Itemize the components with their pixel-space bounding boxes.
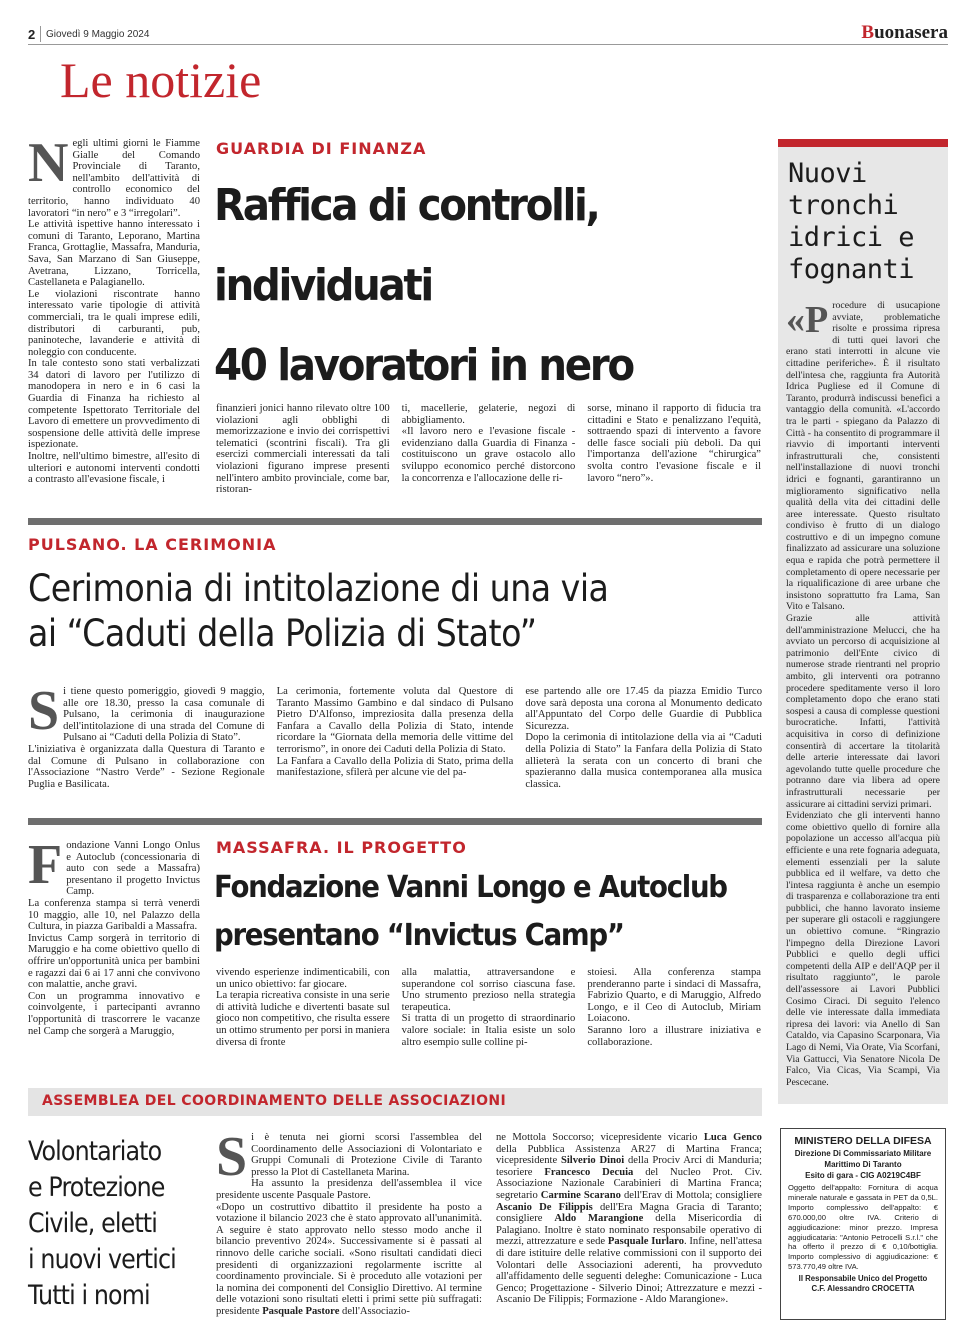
sidebar-title-line: Nuovi (788, 158, 867, 189)
header-rule (28, 44, 948, 45)
text: . Infine, nell'attesa di dare istituire delle relative commissioni con il supporto dei Volontari delle Associazioni aderenti, ha provveduto all'affidamento delle seguenti deleghe: Comunicazione - Luca Genco; Progettazione - Silverio Dinoi; Attrezzature e mezzi - Ascanio De Filippis; Formazione - Aldo Marangione». (496, 1236, 762, 1306)
article1-p1: Le attività ispettive hanno interessato i comuni di Taranto, Leporano, Martina Franca, Grottaglie, Massafra, Manduria, Sava, San Marzano di San Giuseppe, Avetrana, Lizzano, Torricella, Castellaneta e Palagianello. (28, 219, 200, 289)
text: della Prociv Arci di Manduria; tesoriere (496, 1155, 762, 1178)
notice-body: Oggetto dell'appalto: Fornitura di acqua minerale naturale e gassata in PET da 0,5L. Importo complessivo dell'appalto: € 670.000,00 oltre IVA. Criterio di aggiudicazione: minor prezzo. Impresa aggiudicataria: "Antonio Petrocelli S.r.l." che ha offerto il prezzo di € 0,10/bottiglia. Importo complessivo di aggiudicazione: € 573.770,49 oltre IVA. (788, 1183, 938, 1272)
article4-col2 (496, 1132, 762, 1306)
article3-kicker: MASSAFRA. IL PROGETTO (216, 838, 467, 857)
headline-line: Tutti i nomi (28, 1280, 150, 1311)
header-divider (40, 26, 41, 42)
article1-lead: egli ultimi giorni le Fiamme Gialle del Comando Provinciale di Taranto, nell'ambito dell'attività di controllo economico del territorio, hanno individuato 40 lavoratori “in nero” e 3 “irregolari”. (28, 138, 200, 219)
sidebar-title (788, 158, 948, 286)
article1-col3: ti, macellerie, gelaterie, negozi di abbigliamento. «Il lavoro nero e l'evasione fiscale - evidenziano dalla Guardia di Finanza - costituiscono un grave ostacolo allo sviluppo economico perché distorcono la concorrenza e l'allocazione delle ri- (401, 403, 576, 484)
notice-sign2: C.F. Alessandro CROCETTA (811, 1284, 915, 1294)
article3-p2: Invictus Camp sorgerà in territorio di Maruggio e ha come obiettivo quello di offrire un'opportunità unica per bambini e ragazzi dai 6 ai 17 anni che convivono con malattie, anche gravi. (28, 932, 200, 991)
notice-sign1: Il Responsabile Unico del Progetto (798, 1274, 928, 1284)
page-header (28, 24, 948, 44)
sidebar-title-line: idrici e (788, 222, 915, 253)
headline-line: Volontariato (28, 1136, 162, 1167)
person-name: Silverio Dinoi (560, 1155, 625, 1167)
sidebar-title-line: fognanti (788, 254, 915, 285)
article2-headline (28, 566, 712, 656)
article3-col4: stoiesi. Alla conferenza stampa prenderanno parte i sindaci di Massafra, Fabrizio Quarto, e di Maruggio, Alfredo Longo, e il Ceo di Autoclub, Miriam Loiacono. Saranno loro a illustrare iniziativa e collaborazione. (587, 967, 762, 1048)
headline-line: Raffica di controlli, (214, 180, 599, 231)
sidebar-text-b: Grazie alle attività dell'amministrazione Melucci, che ha avviato un percorso di acquisizione al patrimonio dell'Ente civico di numerose strade rientranti nel proprio ambito, gli interventi ora potranno procedere speditamente verso il loro completamento dopo che erano stati sospesi a causa di complesse questioni burocratiche. Infatti, l'attività acquisitiva in corso di definizione consentirà di accertare la titolarità delle arterie interessate dai lavori agevolando tutte quelle procedure che potranno dare via libera ad opere infrastrutturali necessarie per assicurare ai cittadini servizi primari. (786, 613, 940, 810)
article2-col3: ese partendo alle ore 17.45 da piazza Emidio Turco dove sarà deposta una corona al Monumento dedicato all'Appuntato del Corpo delle Guardie di Pubblica Sicurezza. Dopo la cerimonia di intitolazione della via ai “Caduti della Polizia di Stato” la Fanfara della Polizia di Stato allieterà la serata con un concerto di brani che spazieranno dalla musica contemporanea alla musica classica. (525, 686, 763, 790)
article3-p1: La conferenza stampa si terrà venerdì 10 maggio, alle 10, nel Palazzo della Cultura, in piazza Garibaldi a Massafra. (28, 897, 200, 933)
text: della Pubblica Assistenza AR27 di Martina Franca; vicepresidente (496, 1143, 762, 1167)
section-rule (28, 518, 762, 525)
article4-col1-b: Ha assunto la presidenza dell'assemblea il vice presidente uscente Pasquale Pastore. «Dopo un costruttivo dibattito il presidente ha posto a votazione il bilancio 2023 che è stato approvato all'unanimità. A seguire è stato approvato nello stesso modo anche il bilancio preventivo 2024». Successivamente si è passati al rinnovo delle cariche sociali. «Sono risultati candidati dieci presidenti di organizzazioni regolarmente iscritte al coordinamento provinciale. Si è proceduto alle votazioni per la nomina dei componenti del Consiglio Direttivo. Al termine delle votazioni sono risultati eletti i primi sette più suffragati: presidente (216, 1178, 482, 1317)
person-name: Luca Genco (703, 1132, 762, 1143)
drop-cap: S (216, 1126, 248, 1188)
headline-line: Fondazione Vanni Longo e Autoclub (214, 870, 727, 905)
headline-line: e Protezione (28, 1172, 165, 1203)
article1-headline (214, 166, 720, 406)
article2-col1-text: i tiene questo pomeriggio, giovedì 9 maggio, alle ore 18.30, presso la casa comunale di Pulsano, la cerimonia di inaugurazione dell'intitolazione di una strada del Comune di Pulsano ai “Caduti della Polizia di Stato”. L'iniziativa è organizzata dalla Questura di Taranto e dal Comune di Pulsano in collaborazione con l'Associazione “Nastro Verde” - Sezione Regionale Puglia e Basilicata. (28, 686, 265, 790)
text: ne Mottola Soccorso; vicepresidente vicario (496, 1132, 704, 1143)
article1-p4: Inoltre, nell'ultimo bimestre, all'esito di ulteriori e autonomi interventi condotti a contrasto all'evasione fiscale, i (28, 451, 200, 486)
article2-columns (28, 680, 763, 790)
article2-col2: La cerimonia, fortemente voluta dal Questore di Taranto Massimo Gambino e dal sindaco di Pulsano Pietro D'Alfonso, impreziosita dalla presenza della Fanfara a Cavallo della Polizia di Stato, intende ricordare la “Giornata della memoria delle vittime del terrorismo”, in onore dei Caduti della Polizia di Stato. La Fanfara a Cavallo della Polizia di Stato, prima della manifestazione, sfilerà per alcune vie del pa- (276, 686, 514, 779)
article1-p2: Le violazioni riscontrate hanno interessato varie tipologie di attività commerciali, tra le quali imprese edili, distributori di carburanti, pub, paninoteche, lavanderie e attività di noleggio con conducente. (28, 288, 200, 358)
person-name: Francesco Decuia (544, 1166, 634, 1178)
article3-headline (214, 864, 729, 960)
text: della Misericordia di Palagiano. Inoltre è stato nominato responsabile operativo di mezzi, attrezzature e sede (496, 1213, 762, 1248)
article4-col1 (216, 1126, 482, 1318)
article4-kicker: ASSEMBLEA DEL COORDINAMENTO DELLE ASSOCIAZIONI (42, 1093, 507, 1109)
brand-initial: B (861, 22, 875, 43)
headline-line: Cerimonia di intitolazione di una via (28, 567, 609, 610)
sidebar-text-c: Evidenziato che gli interventi hanno come obiettivo quello di fornire alla popolazione un accesso all'acqua più efficiente e una rete fognaria adeguata, elementi essenziali per la salute pubblica ed il welfare, va detto che l'intesa raggiunta è anche un esempio di trasparenza e collaborazione tra enti pubblici, che hanno lavorato insieme per superare gli ostacoli e raggiungere un obiettivo comune. “Ringrazio l'impegno della Direzione Lavori Pubblici e quello degli uffici competenti della AIP e dell'AQP per il risultato raggiunto”, le parole dell'assessore ai Lavori Pubblici Cosimo Ciraci. Di seguito l'elenco delle vie interessate dalla immediata ripresa dei lavori: via Anello di San Cataldo, via Capasino Scarponara, Via Lago di Nemi, Via Orate, Via Scorfani, Via Gattucci, Via Senatore Nicola De Falco, Via Cicas, Via Scampi, Via Pescecane. (786, 810, 940, 1088)
drop-cap: S (28, 680, 60, 742)
sidebar-title-line: tronchi (788, 190, 899, 221)
person-name: Ascanio De Filippis (496, 1201, 593, 1213)
brand-rest: uonasera (874, 22, 948, 43)
article2-kicker: PULSANO. LA CERIMONIA (28, 535, 277, 554)
headline-line: i nuovi vertici (28, 1244, 176, 1275)
article1-kicker: GUARDIA DI FINANZA (216, 139, 427, 158)
sidebar-text-a: rocedure di usucapione avviate, problematiche risolte e prossima ripresa di tutti quei lavori che erano stati interrotti in alcune vie cittadine periferiche». È il risultato dell'intesa che, raggiunta fra Autorità Idrica Pugliese ed il Comune di Taranto, produrrà indiscussi benefici a vantaggio della comunità. «L'accordo tra le parti - spiegano da Palazzo di Città - ha consentito di programmare il riavvio di importanti interventi infrastrutturali che, consistenti nell'installazione di nuovi tronchi idrici e fognanti, garantiranno un miglioramento significativo nella qualità della vita dei cittadini delle aree interessate. Questo risultato condiviso è frutto di un dialogo costruttivo e di un impegno comune finalizzato ad assicurare una soluzione equa e rapida che potrà permettere il completamento di opere necessarie per la riqualificazione di aree urbane che insistono soprattutto fra Lama, San Vito e Talsano. (786, 300, 940, 613)
section-rule (28, 818, 762, 825)
person-name: Carmine Scarano (540, 1189, 621, 1201)
person-name: Pasquale Pastore (262, 1305, 340, 1317)
page-date: Giovedì 9 Maggio 2024 (46, 29, 150, 40)
article3-col2: vivendo esperienze indimenticabili, con un unico obiettivo: far giocare. La terapia ricreativa consiste in una serie di attività ludiche e divertenti basate sul gioco non competitivo, che risulta essere un ottimo strumento per porsi in maniera diversa di fronte (216, 967, 390, 1048)
article4-col1-b-wrap (216, 1178, 482, 1317)
notice-line1: Direzione Di Commissariato Militare (794, 1149, 932, 1158)
notice-title: MINISTERO DELLA DIFESA (794, 1135, 932, 1147)
article1-lead-column (28, 132, 200, 486)
person-name: Pasquale Iurlaro (607, 1236, 684, 1248)
article3-lead-column (28, 834, 200, 1037)
headline-line: ai “Caduti della Polizia di Stato” (28, 612, 537, 655)
person-name: Aldo Marangione (554, 1213, 644, 1225)
headline-line: presentano “Invictus Camp” (214, 918, 624, 953)
legal-notice-box (780, 1128, 946, 1320)
text: dell'Era Magna Gracia di Taranto; consigliere (496, 1201, 762, 1225)
page-number: 2 (28, 27, 36, 42)
notice-line2: Marittimo Di Taranto (824, 1160, 902, 1169)
article1-p3: In tale contesto sono stati verbalizzati 34 datori di lavoro per l'utilizzo di manodopera in nero e in 6 casi la Guardia di Finanza ha richiesto al competente Ispettorato Territoriale del Lavoro di emettere un provvedimento di sospensione delle attività delle imprese ispezionate. (28, 358, 200, 451)
article3-p3: Con un programma innovativo e coinvolgente, i partecipanti avranno l'opportunità di trascorrere le vacanze nel Camp che sorgerà a Maruggio, (28, 990, 200, 1037)
headline-line: individuati (214, 260, 432, 311)
text: del Nucleo Prot. Civ. Associazione Nazionale Carabinieri di Martina Franca; segretario (496, 1166, 762, 1201)
headline-line: 40 lavoratori in nero (214, 340, 633, 391)
article3-columns (216, 967, 761, 1048)
drop-cap: N (28, 132, 69, 194)
article4-col1-a: i è tenuta nei giorni scorsi l'assemblea del Coordinamento delle Associazioni di Volontariato e Gruppi Comunali di Protezione Civile di Taranto presso la Plot di Castellaneta Marina. (251, 1132, 482, 1178)
brand-logo (861, 22, 948, 44)
drop-cap: «P (786, 299, 829, 341)
notice-line3: Esito di gara - CIG A0219C4BF (805, 1171, 921, 1180)
article3-lead: ondazione Vanni Longo Onlus e Autoclub (concessionaria di auto con sede a Massafra) presentano il progetto Invictus Camp. (66, 840, 200, 898)
article1-col2: finanzieri jonici hanno rilevato oltre 100 violazioni agli obblighi di memorizzazione e invio dei corrispettivi telematici (scontrini fiscali). Tra gli esercizi commerciali interessati da tali violazioni figurano imprese presenti nell'intero ambito provinciale, come bar, ristoran- (216, 403, 390, 496)
article2-col1 (28, 680, 265, 790)
text: dell'Erav di Mottola; consigliere (620, 1189, 763, 1201)
article4-kicker-bar (28, 1088, 762, 1116)
article1-columns (216, 403, 761, 496)
section-title: Le notizie (60, 52, 262, 108)
article4-col1-tail: dell'Associazio- (339, 1305, 410, 1317)
sidebar-text (786, 300, 940, 1088)
headline-line: Civile, eletti (28, 1208, 157, 1239)
article4-headline (28, 1134, 195, 1314)
article1-col4: sorse, minano il rapporto di fiducia tra cittadini e Stato e penalizzano l'equità, sottraendo spazi di intervento a favore delle fasce sociali più deboli. Da qui l'importanza dell'azione “chirurgica” svolta contro l'evasione fiscale e il lavoro “nero”». (587, 403, 762, 484)
article3-col3: alla malattia, attraversandone e superandone col sorriso ciascuna fase. Uno strumento prezioso nella strategia terapeutica. Si tratta di un progetto di straordinario valore sociale: in Italia esiste un solo altro esempio sulle colline pi- (401, 967, 576, 1048)
drop-cap: F (28, 834, 63, 896)
